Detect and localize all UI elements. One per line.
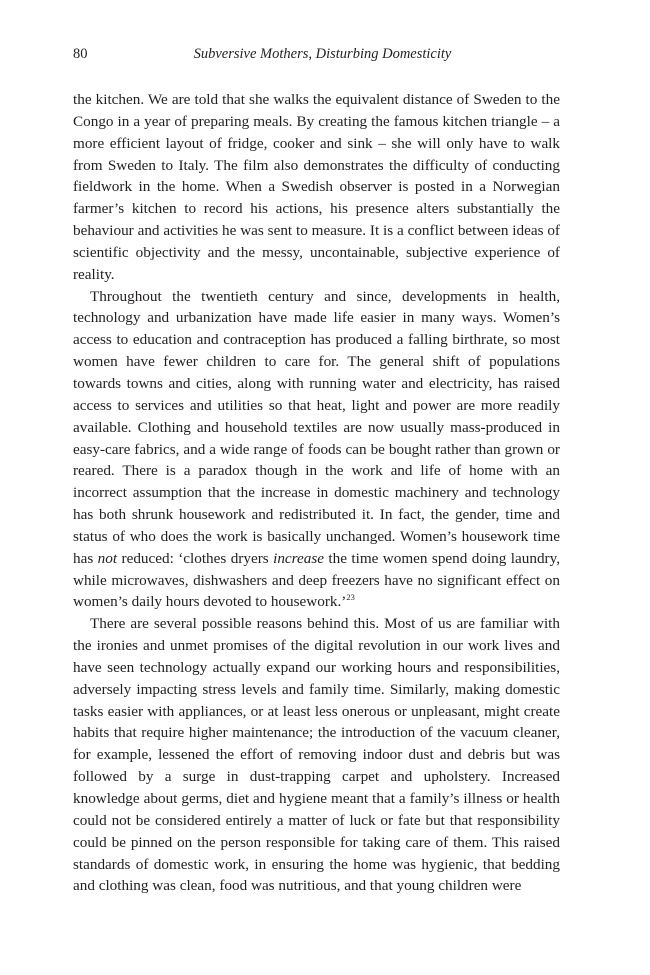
- paragraph-3: There are several possible reasons behind this. Most of us are familiar with the ironies and unmet promises of the digital revolution in our work lives and have seen technology actually expand our working hours and responsibilities, adversely impacting stress levels and family time. Similarly, making domestic tasks easier with appliances, or at least less onerous or unpleasant, might create habits that require higher maintenance; the introduction of the vacuum cleaner, for example, lessened the effort of removing indoor dust and debris but was followed by a surge in dust-trapping carpet and upholstery. Increased knowledge about germs, diet and hygiene meant that a family’s illness or health could not be considered entirely a matter of luck or fate but that responsibility could be pinned on the person responsible for taking care of them. This raised standards of domestic work, in ensuring the home was hygienic, that bedding and clothing was clean, food was nutritious, and that young children were: [73, 615, 560, 895]
- running-title: Subversive Mothers, Disturbing Domesticity: [193, 46, 452, 62]
- emphasis-increase: increase: [273, 549, 324, 567]
- emphasis-not: not: [97, 549, 118, 567]
- running-head: [73, 46, 560, 66]
- paragraph-2-part-2: reduced: ‘clothes dryers: [117, 549, 274, 567]
- page-number: 80: [73, 46, 88, 62]
- footnote-marker: 23: [346, 592, 355, 603]
- body-text: [73, 89, 560, 897]
- paragraph-2-part-1: Throughout the twentieth century and since, developments in health, technology and urbanization have made life easier in many ways. Women’s access to education and contraception has produced a falling birthrate, so most women have fewer children to care for. The general shift of populations towards towns and cities, along with running water and electricity, has raised access to services and utilities so that heat, light and power are more readily available. Clothing and household textiles are now usually mass-produced in easy-care fabrics, and a wide range of foods can be bought rather than grown or reared. There is a paradox though in the work and life of home with an incorrect assumption that the increase in domestic machinery and technology has both shrunk housework and redistributed it. In fact, the gender, time and status of who does the work is basically unchanged. Women’s housework time has: [73, 287, 560, 567]
- paragraph-1: the kitchen. We are told that she walks the equivalent distance of Sweden to the Congo in a year of preparing meals. By creating the famous kitchen triangle – a more efficient layout of fridge, cooker and sink – she will only have to walk from Sweden to Italy. The film also demonstrates the difficulty of conducting fieldwork in the home. When a Swedish observer is posted in a Norwegian farmer’s kitchen to record his actions, his presence alters substantially the behaviour and activities he was sent to measure. It is a conflict between ideas of scientific objectivity and the messy, uncontainable, subjective experience of reality.: [73, 91, 560, 283]
- paragraph-2: [73, 286, 560, 614]
- paragraph-2-part-3: the time women spend doing laundry, while microwaves, dishwashers and deep freezers have no significant effect on women’s daily hours devoted to housework.’: [73, 549, 560, 611]
